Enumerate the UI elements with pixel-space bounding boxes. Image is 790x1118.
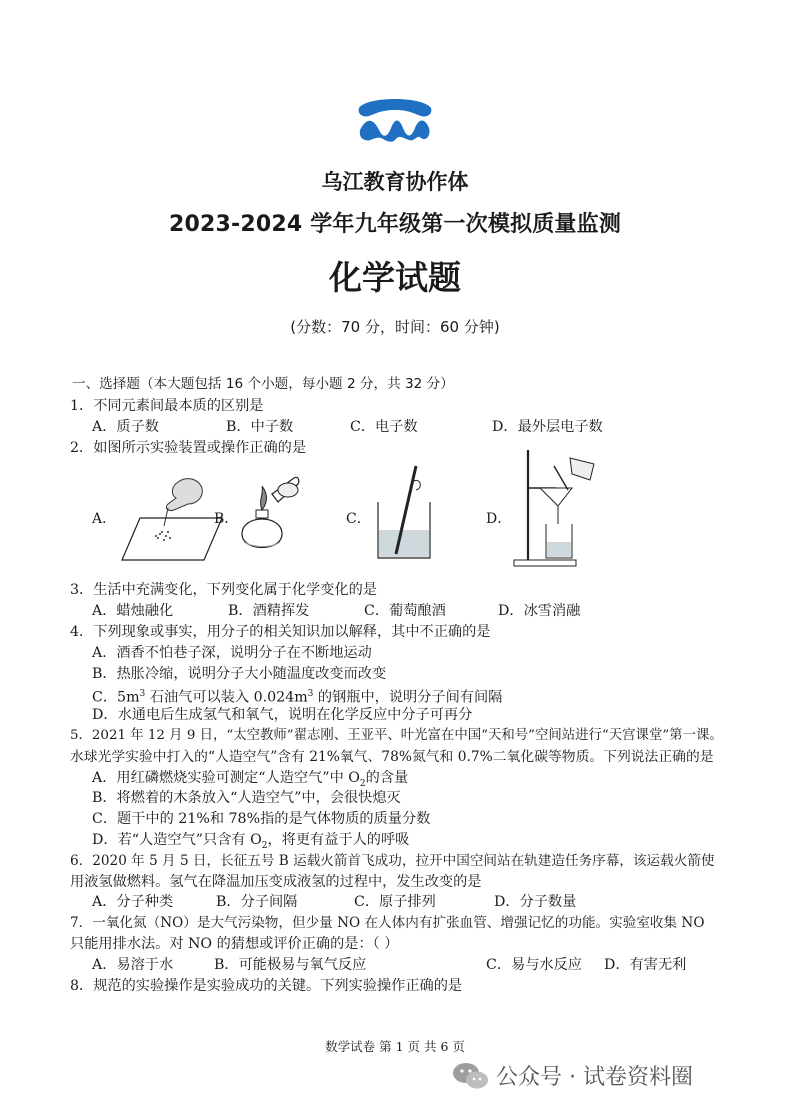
question-body bbox=[70, 372, 726, 996]
watermark-text: 公众号 · 试卷资料圈 bbox=[496, 1065, 693, 1090]
q7-stem-line2: 只能用排水法。对 NO 的猜想或评价正确的是：（ ） bbox=[70, 935, 399, 952]
q1-option-d: D．最外层电子数 bbox=[492, 418, 603, 435]
q4-c-part1: C．5m bbox=[92, 690, 140, 706]
q4-option-b: B．热胀冷缩，说明分子大小随温度改变而改变 bbox=[92, 665, 387, 682]
page-footer: 数学试卷 第 1 页 共 6 页 bbox=[325, 1039, 465, 1054]
q5-d-part2: ，将更有益于人的呼吸 bbox=[267, 831, 410, 848]
q2-label-b: B． bbox=[214, 511, 239, 528]
subject-title: 化学试题 bbox=[329, 258, 461, 297]
q5-a-part1: A．用红磷燃烧实验可测定“人造空气”中 O bbox=[92, 769, 360, 786]
filtration-setup-icon bbox=[510, 446, 606, 570]
q1-option-a: A．质子数 bbox=[92, 418, 159, 435]
q3-option-d: D．冰雪消融 bbox=[498, 603, 581, 620]
q1-option-c: C．电子数 bbox=[350, 418, 418, 435]
section-heading: 一、选择题（本大题包括 16 个小题，每小题 2 分，共 32 分） bbox=[72, 376, 454, 392]
q2-label-c: C． bbox=[346, 511, 371, 528]
q4-option-d: D．水通电后生成氢气和氧气，说明在化学反应中分子可再分 bbox=[92, 707, 473, 724]
wave-logo-icon bbox=[357, 98, 433, 144]
q6-option-b: B．分子间隔 bbox=[216, 894, 298, 911]
exam-title: 2023-2024 学年九年级第一次模拟质量监测 bbox=[168, 212, 622, 237]
q6-option-c: C．原子排列 bbox=[354, 894, 436, 911]
q6-options bbox=[70, 892, 726, 913]
q6-option-d: D．分子数量 bbox=[494, 894, 577, 911]
q5-option-b: B．将燃着的木条放入“人造空气”中，会很快熄灭 bbox=[92, 790, 401, 807]
q2-label-a: A． bbox=[92, 511, 117, 528]
alcohol-lamp-icon bbox=[232, 464, 302, 564]
q7-option-d: D．有害无利 bbox=[604, 956, 687, 973]
watermark bbox=[452, 1060, 693, 1091]
q5-option-d bbox=[70, 830, 726, 851]
q4-c-sup2: 3 bbox=[307, 689, 314, 700]
q6-stem-line1: 6．2020 年 5 月 5 日，长征五号 B 运载火箭首飞成功，拉开中国空间站在轨建造任务序幕，该运载火箭使 bbox=[70, 852, 715, 869]
q2-stem: 2．如图所示实验装置或操作正确的是 bbox=[70, 439, 307, 456]
q6-stem-line2: 用液氢做燃料。氢气在降温加压变成液氢的过程中，发生改变的是 bbox=[70, 873, 482, 890]
q4-c-part2: 石油气可以装入 0.024m bbox=[145, 690, 308, 706]
powder-on-paper-icon bbox=[118, 474, 226, 564]
q5-d-part1: D．若“人造空气”只含有 O bbox=[92, 831, 262, 848]
q7-stem-line1: 7．一氧化氮（NO）是大气污染物，但少量 NO 在人体内有扩张血管、增强记忆的功能。实验室收集 NO bbox=[70, 915, 705, 932]
q4-c-sup1: 3 bbox=[139, 689, 146, 700]
beaker-stirring-icon bbox=[372, 462, 442, 564]
q4-option-c bbox=[70, 684, 726, 705]
q4-c-part3: 的钢瓶中，说明分子间有间隔 bbox=[313, 690, 503, 706]
q7-options bbox=[70, 955, 726, 976]
q3-options bbox=[70, 601, 726, 622]
q5-d-sub: 2 bbox=[261, 840, 268, 851]
q3-option-a: A．蜡烛融化 bbox=[92, 603, 174, 620]
q4-option-a: A．酒香不怕巷子深，说明分子在不断地运动 bbox=[92, 644, 372, 661]
q2-label-d: D． bbox=[486, 511, 512, 528]
exam-meta: (分数：70 分，时间：60 分钟) bbox=[290, 318, 500, 336]
q1-stem: 1．不同元素间最本质的区别是 bbox=[70, 398, 264, 414]
q4-stem: 4．下列现象或事实，用分子的相关知识加以解释，其中不正确的是 bbox=[70, 623, 491, 640]
wechat-icon bbox=[452, 1061, 490, 1091]
q5-a-part2: 的含量 bbox=[365, 769, 409, 786]
q8-stem: 8．规范的实验操作是实验成功的关键。下列实验操作正确的是 bbox=[70, 977, 463, 994]
q3-option-b: B．酒精挥发 bbox=[228, 603, 310, 620]
q5-a-sub: 2 bbox=[359, 778, 366, 789]
q5-stem-line2: 水球光学实验中打入的“人造空气”含有 21%氧气、78%氮气和 0.7%二氧化碳等物质。下列说法正确的是 bbox=[70, 748, 714, 765]
q1-options bbox=[70, 417, 726, 438]
organization-title: 乌江教育协作体 bbox=[321, 170, 469, 194]
q5-option-a bbox=[70, 768, 726, 789]
q5-option-c: C．题干中的 21%和 78%指的是气体物质的质量分数 bbox=[92, 811, 431, 828]
q6-option-a: A．分子种类 bbox=[92, 894, 174, 911]
q3-option-c: C．葡萄酿酒 bbox=[364, 603, 446, 620]
q7-option-b: B．可能极易与氧气反应 bbox=[214, 956, 367, 973]
q3-stem: 3．生活中充满变化，下列变化属于化学变化的是 bbox=[70, 582, 377, 599]
q5-stem-line1: 5．2021 年 12 月 9 日，“太空教师”翟志刚、王亚平、叶光富在中国“天和号”空间站进行“天宫课堂”第一课。 bbox=[70, 727, 723, 743]
q7-option-a: A．易溶于水 bbox=[92, 956, 174, 973]
q1-option-b: B．中子数 bbox=[226, 418, 294, 435]
q7-option-c: C．易与水反应 bbox=[486, 956, 582, 973]
q2-figures bbox=[70, 458, 726, 580]
